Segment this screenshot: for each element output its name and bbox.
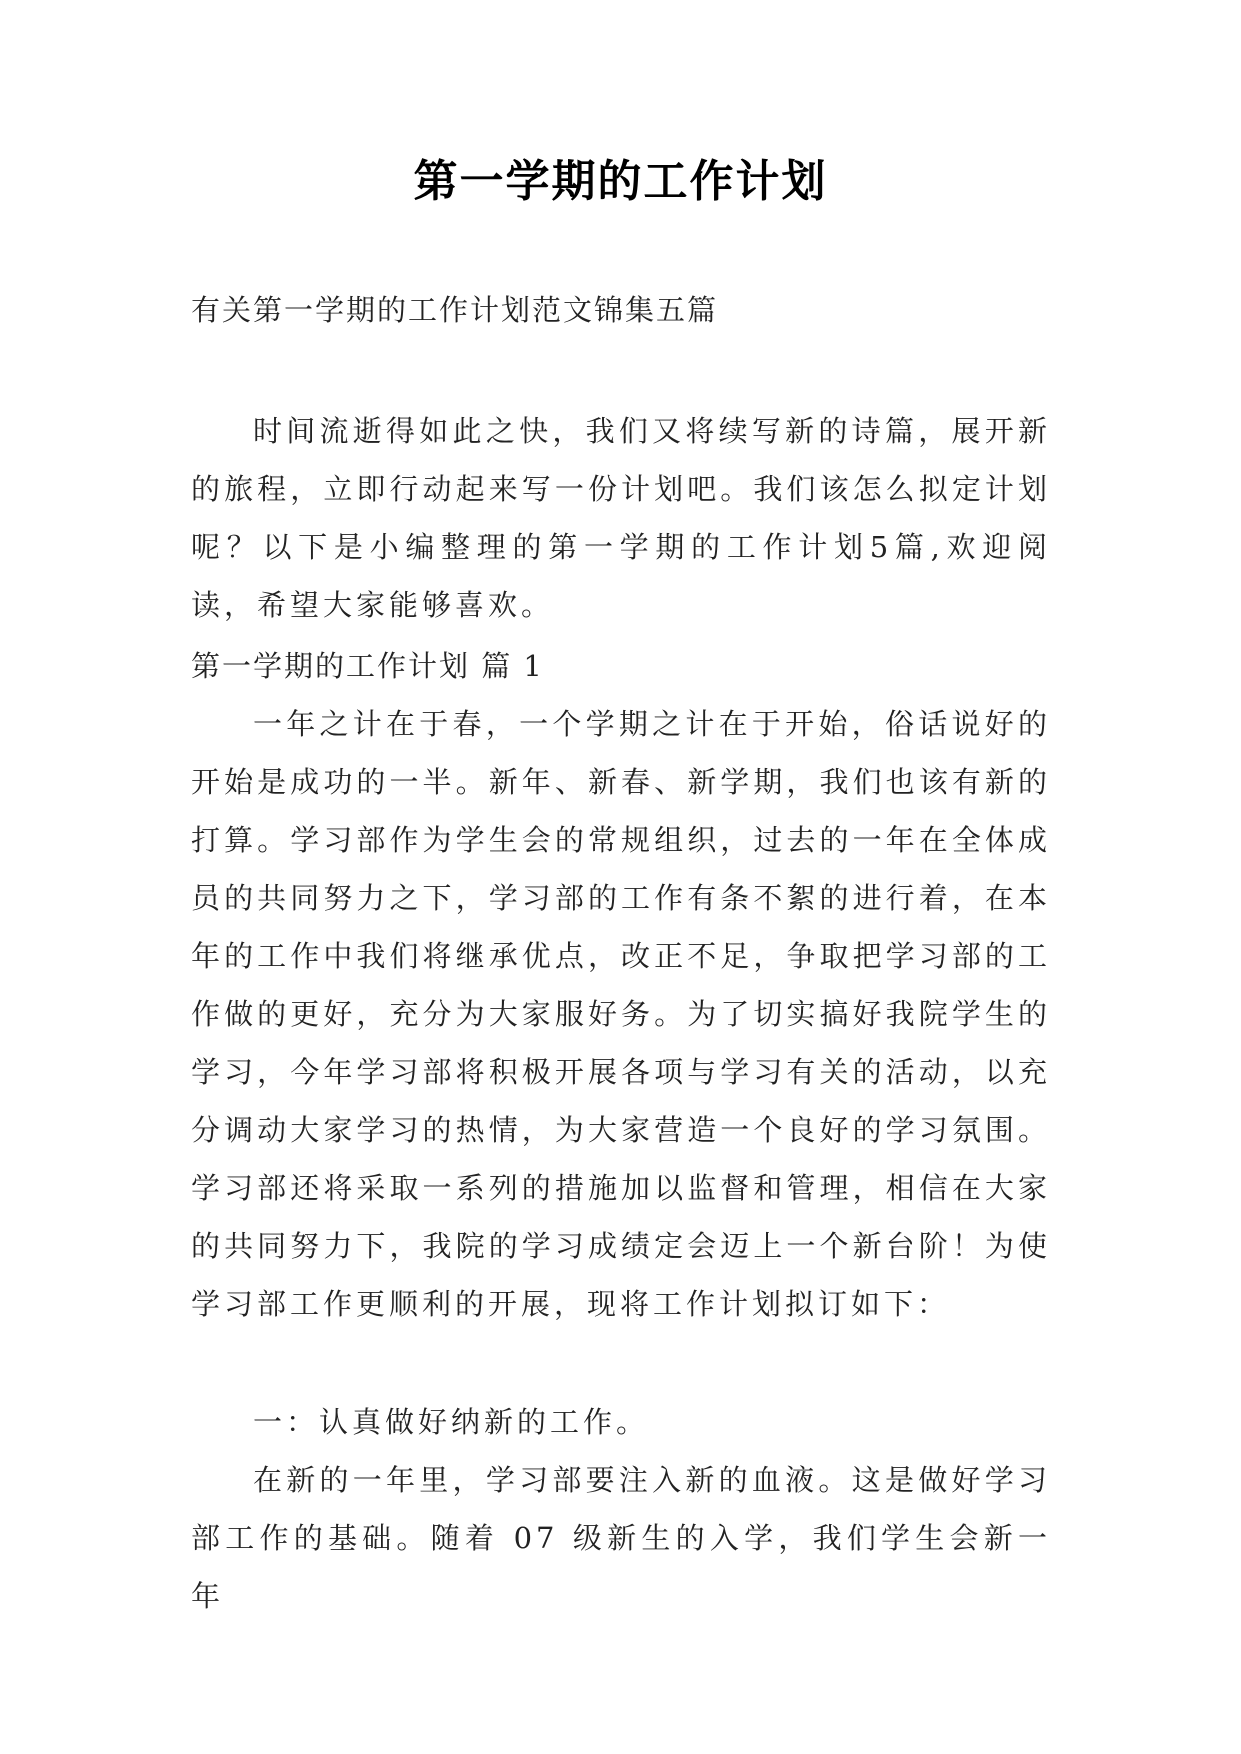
item1-paragraph: 在新的一年里，学习部要注入新的血液。这是做好学习部工作的基础。随着 07 级新生的入学，我们学生会新一年 — [191, 1463, 1051, 1613]
item-heading: 一：认真做好纳新的工作。 — [253, 1405, 650, 1439]
document-subtitle: 有关第一学期的工作计划范文锦集五篇 — [191, 293, 719, 327]
page-title: 第一学期的工作计划 — [413, 156, 828, 207]
intro-paragraph: 时间流逝得如此之快，我们又将续写新的诗篇，展开新的旅程，立即行动起来写一份计划吧。我们该怎么拟定计划呢？以下是小编整理的第一学期的工作计划5篇,欢迎阅读，希望大家能够喜欢。 — [191, 414, 1051, 622]
section1-block — [191, 695, 1051, 1333]
section-heading: 第一学期的工作计划 篇 1 — [191, 649, 544, 683]
item1-block — [191, 1451, 1051, 1625]
intro-block — [191, 402, 1051, 634]
section1-paragraph: 一年之计在于春，一个学期之计在于开始，俗话说好的开始是成功的一半。新年、新春、新学期，我们也该有新的打算。学习部作为学生会的常规组织，过去的一年在全体成员的共同努力之下，学习部的工作有条不絮的进行着，在本年的工作中我们将继承优点，改正不足，争取把学习部的工作做的更好，充分为大家服好务。为了切实搞好我院学生的学习，今年学习部将积极开展各项与学习有关的活动，以充分调动大家学习的热情，为大家营造一个良好的学习氛围。学习部还将采取一系列的措施加以监督和管理，相信在大家的共同努力下，我院的学习成绩定会迈上一个新台阶！为使学习部工作更顺利的开展，现将工作计划拟订如下： — [191, 707, 1051, 1321]
